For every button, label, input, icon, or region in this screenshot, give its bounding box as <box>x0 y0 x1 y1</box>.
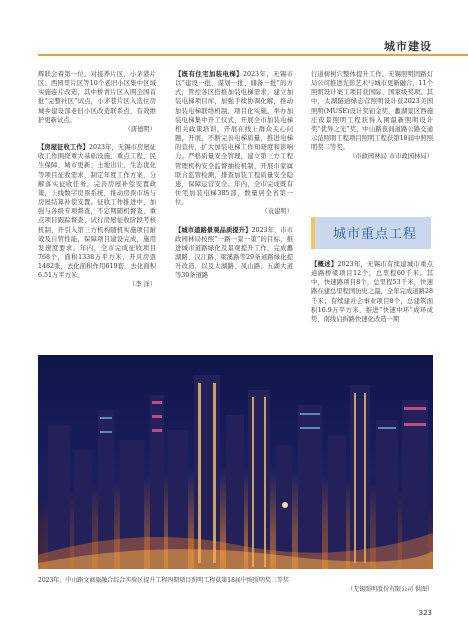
paragraph <box>38 143 156 280</box>
text-column-3-lower <box>311 260 433 324</box>
caption-text: 2023年，中山路文商旅融合综合实验区提升工程四期项目照明工程获第18届中照照明奖二等奖 <box>38 577 289 584</box>
paragraph-body: 2023年，无锡市以“建设一批、谋划一批、储备一批”的方式，管控各区搭推加装电梯需求，建立加装电梯项目库，加强手续协调化解，推动加装电梯联络机制，项目化实施。举办加装电梯集中开工仪式，开展全市加装电梯相关政策培训，开展在线上群众关心问题，开展，不断完善电梯质量，推进电梯的宣传，扩大加装电梯工作知晓度和影响力。严格质量安全管理，建立第三方工程管理机构安全监督抽检机制，开展市家属联合监管检测，排查加装工程质量安全隐患，保障运营安全。年内，全市完成既有住宅加装电梯385部，数量居全省第一位。 <box>175 71 293 207</box>
entry-heading: 【城市道路景观品质提升】 <box>175 226 252 234</box>
author-signature: （唐德明） <box>124 125 156 133</box>
author-signature: （李 洋） <box>128 281 156 289</box>
paragraph-body: 2023年，市市政园林局按照“一路一景一策”的目标，推进城市道路绿化及景观提升工作，完成蠡湖路、汉江路、梁溪路等29条道路绿化提升改造，以及太湖路、凤山路、五湖大道等30条道路 <box>175 226 294 280</box>
caption-credit: （无锡照明股份有限公司 供图） <box>347 586 433 593</box>
text-column-1 <box>38 70 156 290</box>
paragraph <box>175 226 293 281</box>
photo-caption <box>38 576 433 594</box>
section-banner <box>311 217 431 249</box>
entry-heading: 【房屋征收工作】 <box>38 144 89 152</box>
text-column-2 <box>175 70 293 280</box>
entry-heading: 【既有住宅加装电梯】 <box>175 71 243 78</box>
entry-heading: 【概述】 <box>311 261 338 268</box>
section-banner-title: 城市重点工程 <box>333 227 418 242</box>
night-city-photo <box>38 355 433 569</box>
paragraph: 行道树树穴整体提升工作。无锡照明固路灯局公司推进光影艺术与城市更新融合，11个照明设计案工项目获国际、国家级奖项。其中，太湖隧道绿态营照明设计获2023美国照明(MUSE)设计奖铂金奖，蠡湖景区西施庄夜景照明工程获得入围最新照明设计奖“优异之光”奖，中山路夜间道路公路交通示范照明工程项目照明工程获第18届中照照明奖二等奖。 <box>311 71 433 152</box>
paragraph: 辉联会着第一位。对接养片区、小茅港片区、西园里片区等10个老旧小区集中区域实施连片改造，其中桥青片区入围全国首批“完整社区”试点，小茅巷片区入选住房城乡建设部老旧小区改造联系点，有效维护更新试点。 <box>38 71 156 124</box>
author-signature: （袁建明） <box>261 208 293 216</box>
running-header <box>0 38 468 58</box>
section-title: 城市建设 <box>384 40 432 53</box>
author-signature: （市政园林局 市市政园林局） <box>349 153 433 161</box>
paragraph <box>311 260 433 324</box>
paragraph-body: 2023年，无锡市有续建城市重点道路桥梁项目12个，总里程60千米。其中，快速路项目8个，总里程53千米，快速路在建总里程国历史之最，全年完成道路28千米；有续建社会事业项目8个，总建筑面积16.9万平方米，推进“快速中环”成环成势，南线启拆路快速化改造一期 <box>311 261 434 323</box>
paragraph <box>175 70 293 207</box>
header-rule <box>38 54 468 56</box>
text-column-3 <box>311 70 433 162</box>
paragraph-body: 2023年，无锡市房屋征收工作围绕重大基础设施、重点工程、民生保障、城市更新、土地出让、生态优化等项目征收需求，制定年度工作方案，分解落实征收任务，完善房屋补偿安置政策，上线数字房票系统，推动房票市场与房屋结算补偿安置。征收工作推进中，加强与各级专项督查，不定期随机督查，重点项目跟踪督查，试行房屋征收阶段考核机制，开引入第三方机构随机实施项目耐效及自管性能，保障项目建设完成，施用发速度要求。年内，全市完成征收项目768个，面积1338万平方米，开具房票1482张，去化面积作用619套，去化面积6.51万平方米。 <box>38 144 156 280</box>
night-skyline-image <box>38 355 433 569</box>
page-number: 323 <box>418 609 432 617</box>
